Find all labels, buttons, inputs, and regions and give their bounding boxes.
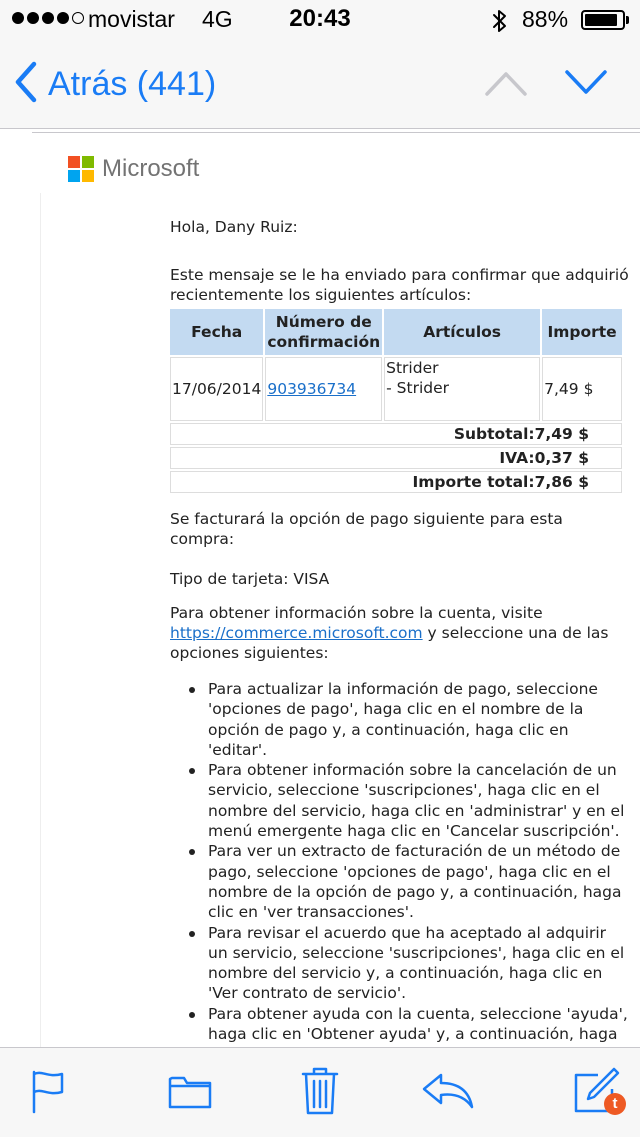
options-list xyxy=(170,679,630,1065)
notification-badge: t xyxy=(604,1093,626,1115)
microsoft-logo xyxy=(68,155,199,183)
navigation-bar xyxy=(0,40,640,129)
purchase-table xyxy=(168,307,624,495)
battery-percent: 88% xyxy=(522,6,569,32)
email-message xyxy=(170,217,630,1065)
compose-button[interactable] xyxy=(562,1048,626,1137)
column-header: Importe xyxy=(542,309,622,355)
previous-message-button[interactable] xyxy=(484,68,528,102)
back-label: Atrás (441) xyxy=(48,64,217,103)
clock: 20:43 xyxy=(289,5,351,32)
status-bar xyxy=(0,0,640,40)
divider xyxy=(40,193,41,1047)
intro-text: Este mensaje se le ha enviado para confirmar que adquirió recientemente los siguientes artículos: xyxy=(170,266,629,304)
delete-button[interactable] xyxy=(290,1048,350,1137)
list-item: Para ver un extracto de facturación de un método de pago, seleccione 'opciones de pago', haga clic en el nombre de la opción de pago y, a continuación, haga clic en 'ver transacciones'. xyxy=(208,841,630,922)
column-header: Fecha xyxy=(170,309,263,355)
column-header: Artículos xyxy=(384,309,540,355)
bluetooth-icon xyxy=(490,7,510,40)
card-type: Tipo de tarjeta: VISA xyxy=(170,570,330,588)
purchase-date: 17/06/2014 xyxy=(170,357,263,421)
reply-button[interactable] xyxy=(418,1048,478,1137)
move-to-folder-button[interactable] xyxy=(160,1048,220,1137)
article-name: Strider xyxy=(386,359,439,377)
network-type: 4G xyxy=(202,6,233,32)
column-header: Número de confirmación xyxy=(265,309,382,355)
tax-row xyxy=(170,447,622,469)
bottom-toolbar xyxy=(0,1047,640,1137)
flag-button[interactable] xyxy=(18,1048,78,1137)
email-body[interactable] xyxy=(0,129,640,1047)
reply-icon xyxy=(421,1071,475,1115)
carrier-name: movistar xyxy=(88,6,175,32)
account-info-text: Para obtener información sobre la cuenta, visite https://commerce.microsoft.com y seleccione una de las opciones siguientes: xyxy=(170,604,609,662)
logo-text: Microsoft xyxy=(102,155,200,182)
next-message-button[interactable] xyxy=(564,68,608,102)
list-item: Para obtener información sobre la cancelación de un servicio, seleccione 'suscripciones', haga clic en el nombre del servicio, haga clic en 'administrar' y en el menú emergente haga clic en 'Cancelar suscripción'. xyxy=(208,760,630,841)
article-detail: - Strider xyxy=(386,379,450,397)
subtotal-row xyxy=(170,423,622,445)
trash-icon xyxy=(300,1065,340,1121)
list-item: Para obtener ayuda con la cuenta, seleccione 'ayuda', haga clic en 'Obtener ayuda' y, a continuación, haga xyxy=(208,1004,630,1065)
battery-icon xyxy=(581,10,625,30)
item-amount: 7,49 $ xyxy=(542,357,622,421)
billing-text: Se facturará la opción de pago siguiente para esta compra: xyxy=(170,510,563,548)
subtotal: Subtotal:7,49 $ xyxy=(170,423,622,445)
greeting: Hola, Dany Ruiz: xyxy=(170,218,298,236)
table-header-row xyxy=(170,309,622,355)
battery-tip xyxy=(626,16,629,24)
confirmation-link[interactable]: 903936734 xyxy=(267,380,357,398)
table-row xyxy=(170,357,622,421)
total: Importe total:7,86 $ xyxy=(170,471,622,493)
folder-icon xyxy=(167,1071,213,1115)
commerce-link[interactable]: https://commerce.microsoft.com xyxy=(170,624,423,642)
chevron-left-icon xyxy=(14,62,38,106)
list-item: Para revisar el acuerdo que ha aceptado al adquirir un servicio, seleccione 'suscripciones', haga clic en el nombre del servicio y, a continuación, haga clic en 'Ver contrato de servicio'. xyxy=(208,923,630,1004)
tax: IVA:0,37 $ xyxy=(170,447,622,469)
list-item: Para actualizar la información de pago, seleccione 'opciones de pago', haga clic en el nombre de la opción de pago y, a continuación, haga clic en 'editar'. xyxy=(208,679,630,760)
flag-icon xyxy=(28,1068,68,1118)
microsoft-logo-icon xyxy=(68,156,94,182)
divider xyxy=(32,132,640,133)
back-button[interactable] xyxy=(14,62,216,106)
total-row xyxy=(170,471,622,493)
